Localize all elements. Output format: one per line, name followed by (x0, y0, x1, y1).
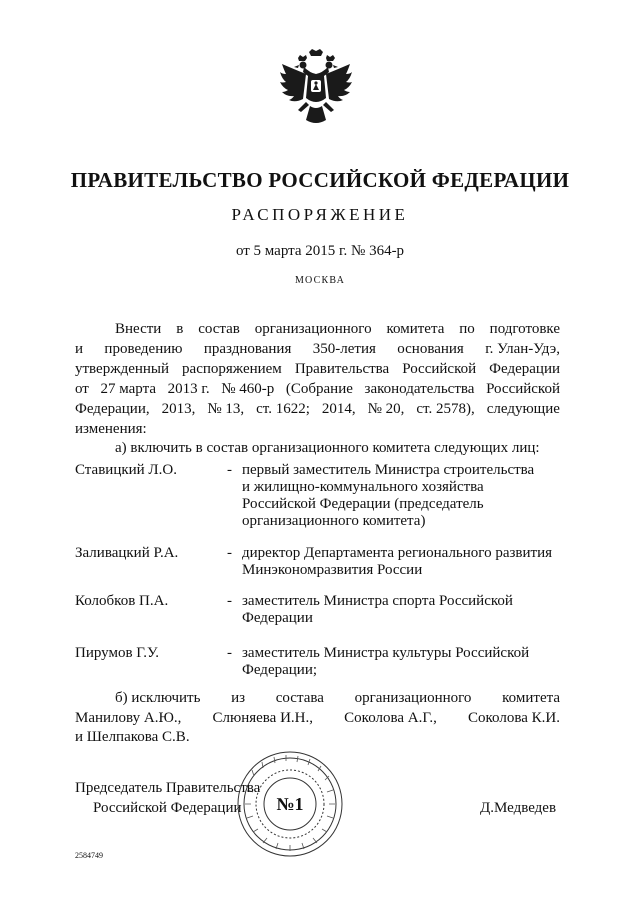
intro-line-3 (75, 361, 560, 378)
word: законодательства (364, 381, 475, 397)
member-role (242, 593, 562, 627)
word: основания (397, 341, 464, 357)
word: № 13, (207, 401, 245, 417)
role-line: Федерации; (242, 662, 318, 678)
member-dash: - (227, 593, 232, 609)
word: 350-летия (312, 341, 376, 357)
member-dash: - (227, 462, 232, 478)
word: № 460-р (221, 381, 275, 397)
item-b-line-2 (75, 710, 560, 727)
member-name: Заливацкий Р.А. (75, 545, 179, 561)
word: проведению (104, 341, 183, 357)
word: Соколова А.Г., (344, 710, 437, 726)
word: комитета (386, 321, 445, 337)
intro-line-6: изменения: (75, 421, 147, 437)
word: из (231, 690, 246, 706)
member-name: Ставицкий Л.О. (75, 462, 177, 478)
official-seal-stamp (222, 748, 358, 858)
intro-line-5 (75, 401, 560, 418)
word: подготовке (489, 321, 560, 337)
member-dash: - (227, 645, 232, 661)
word: празднования (203, 341, 292, 357)
word: утвержденный (75, 361, 170, 377)
role-line: директор Департамента регионального развития (242, 545, 553, 561)
item-b-line-3: и Шелпакова С.В. (75, 729, 190, 745)
role-line: организационного комитета) (242, 513, 426, 529)
item-a-paragraph: а) включить в состав организационного комитета следующих лиц: (115, 440, 540, 456)
intro-line-1 (75, 321, 560, 338)
role-line: Федерации (242, 610, 313, 626)
role-line: Минэкономразвития России (242, 562, 423, 578)
signatory-name: Д.Медведев (480, 800, 557, 816)
member-name: Колобков П.А. (75, 593, 169, 609)
role-line: первый заместитель Министра строительства (242, 462, 535, 478)
member-name: Пирумов Г.У. (75, 645, 159, 661)
role-line: Российской Федерации (председатель (242, 496, 484, 512)
word: (Собрание (285, 381, 353, 397)
document-date-line: от 5 марта 2015 г. № 364-р (235, 243, 405, 259)
word: состав (198, 321, 240, 337)
role-line: заместитель Министра спорта Российской (242, 593, 513, 609)
word: и (75, 341, 84, 357)
word: Слюняева И.Н., (212, 710, 314, 726)
word: Российской (402, 361, 477, 377)
member-role (242, 645, 562, 679)
signatory-position-line-1: Председатель Правительства (75, 780, 261, 796)
word: 27 марта (100, 381, 156, 397)
word: распоряжением (182, 361, 282, 377)
member-dash: - (227, 545, 232, 561)
item-b-line-1 (75, 690, 560, 707)
word: б) исключить (115, 690, 201, 706)
word: организационного (354, 690, 472, 706)
word: состава (275, 690, 324, 706)
intro-line-4 (75, 381, 560, 398)
word: ст. 2578), (416, 401, 475, 417)
word: комитета (502, 690, 560, 706)
document-registration-number: 2584749 (75, 851, 103, 860)
word: г. Улан-Удэ, (485, 341, 560, 357)
document-city: МОСКВА (294, 275, 346, 286)
word: ст. 1622; (256, 401, 310, 417)
word: в (176, 321, 184, 337)
word: 2014, (321, 401, 356, 417)
word: Манилову А.Ю., (75, 710, 182, 726)
word: Внести (115, 321, 162, 337)
word: организационного (254, 321, 372, 337)
word: Федерации (489, 361, 560, 377)
word: следующие (486, 401, 560, 417)
word: от (75, 381, 89, 397)
signatory-position-line-2: Российской Федерации (93, 800, 242, 816)
word: Федерации, (75, 401, 150, 417)
word: Правительства (294, 361, 390, 377)
member-role (242, 545, 562, 579)
word: № 20, (367, 401, 405, 417)
role-line: и жилищно-коммунального хозяйства (242, 479, 484, 495)
word: Российской (486, 381, 560, 397)
document-type: РАСПОРЯЖЕНИЕ (231, 205, 409, 224)
role-line: заместитель Министра культуры Российской (242, 645, 530, 661)
state-emblem-icon (276, 48, 356, 138)
word: по (459, 321, 475, 337)
stamp-number: №1 (276, 794, 304, 814)
word: 2013, (161, 401, 196, 417)
government-title: ПРАВИТЕЛЬСТВО РОССИЙСКОЙ ФЕДЕРАЦИИ (70, 168, 570, 192)
word: 2013 г. (167, 381, 210, 397)
intro-line-2 (75, 341, 560, 358)
word: Соколова К.И. (468, 710, 560, 726)
member-role (242, 462, 562, 530)
